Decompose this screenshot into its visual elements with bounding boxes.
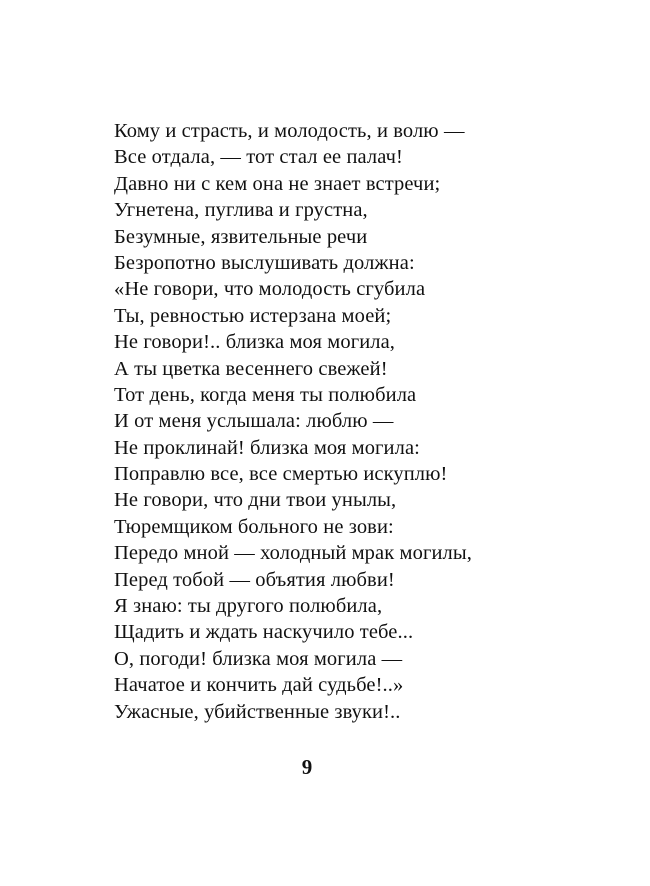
poem-line: Я знаю: ты другого полюбила, (114, 595, 383, 618)
poem-line: Передо мной — холодный мрак могилы, (114, 542, 472, 565)
poem-line: О, погоди! близка моя могила — (114, 647, 403, 670)
poem-line: А ты цветка весеннего свежей! (114, 357, 388, 380)
poem-line: Щадить и ждать наскучило тебе... (114, 621, 414, 644)
poem-line: Все отдала, — тот стал ее палач! (114, 146, 403, 169)
poem-line: Кому и страсть, и молодость, и волю — (114, 120, 465, 142)
poem-line: Тот день, когда меня ты полюбила (114, 383, 417, 406)
poem-line: Давно ни с кем она не знает встречи; (114, 172, 441, 195)
poem-line: Начатое и кончить дай судьбе!..» (114, 674, 404, 697)
poem-line: Безумные, язвительные речи (114, 225, 368, 248)
poem-line: Безропотно выслушивать должна: (114, 251, 415, 274)
poem-line: Ужасные, убийственные звуки!.. (114, 700, 401, 723)
poem-line: Ты, ревностью истерзана моей; (114, 304, 392, 327)
poem-line: Тюремщиком больного не зови: (114, 515, 394, 538)
poem-line: Не говори, что дни твои унылы, (114, 489, 397, 512)
poem-line: «Не говори, что молодость сгубила (114, 278, 426, 301)
poem-text (114, 118, 594, 725)
poem-line: Перед тобой — объятия любви! (114, 568, 395, 591)
poem-line: Поправлю все, все смертью искуплю! (114, 463, 448, 486)
poem-line: Не говори!.. близка моя могила, (114, 331, 396, 354)
page-number: 9 (301, 755, 313, 779)
poem-line: Не проклинай! близка моя могила: (114, 436, 420, 459)
poem-line: И от меня услышала: люблю — (114, 410, 394, 433)
poem-line: Угнетена, пуглива и грустна, (114, 199, 368, 222)
